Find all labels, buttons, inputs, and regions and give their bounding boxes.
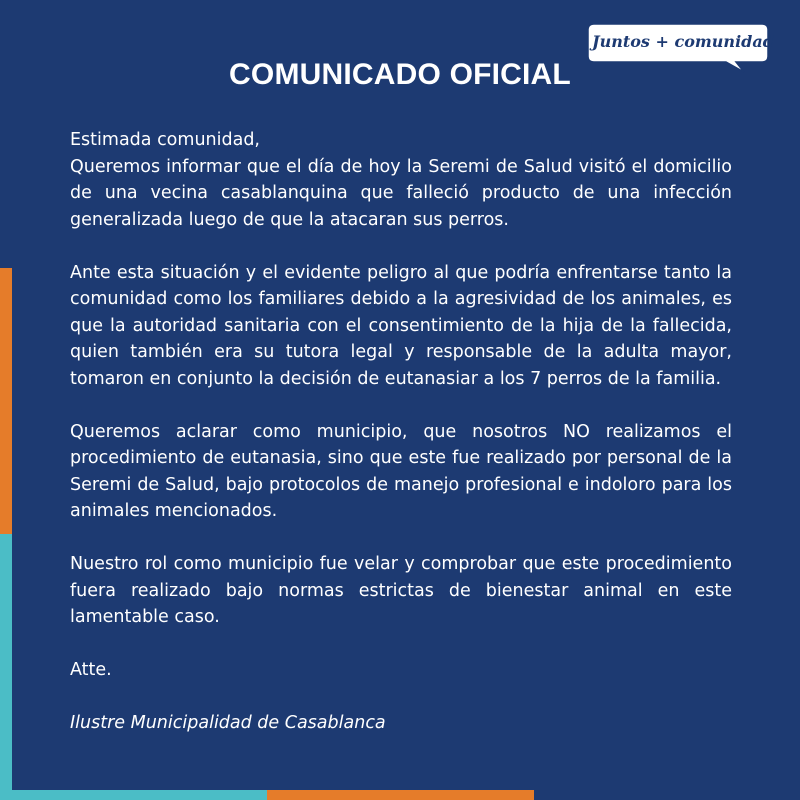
teal-accent-bar-bottom: [0, 790, 267, 800]
letter-paragraph-4: Nuestro rol como municipio fue velar y comprobar que este procedimiento fuera realizado bajo normas estrictas de bienestar animal en este lamentable caso.: [70, 554, 732, 627]
orange-accent-bar-left: [0, 268, 12, 534]
letter-paragraph-2: Ante esta situación y el evidente peligro al que podría enfrentarse tanto la comunidad como los familiares debido a la agresividad de los animales, es que la autoridad sanitaria con el consentimiento de la hija de la fallecida, quien también era su tutora legal y responsable de la adulta mayor, tomaron en conjunto la decisión de eutanasiar a los 7 perros de la familia.: [70, 262, 732, 389]
logo-text: Juntos + comunidad: [592, 32, 774, 51]
letter-paragraph-1: Queremos informar que el día de hoy la Seremi de Salud visitó el domicilio de una vecina casablanquina que falleció producto de una infección generalizada luego de que la atacaran sus perros.: [70, 156, 732, 230]
letter-body: [70, 127, 732, 763]
page-title: COMUNICADO OFICIAL: [229, 58, 571, 91]
orange-accent-bar-bottom: [267, 790, 534, 800]
letter-signature-org: Ilustre Municipalidad de Casablanca: [70, 713, 386, 733]
letter-paragraph-3: Queremos aclarar como municipio, que nosotros NO realizamos el procedimiento de eutanasia, sino que este fue realizado por personal de la Seremi de Salud, bajo protocolos de manejo profesional e indoloro para los animales mencionados.: [70, 421, 732, 521]
letter-greeting: Estimada comunidad,: [70, 130, 260, 150]
letter-sign-off: Atte.: [70, 660, 112, 680]
teal-accent-bar-left: [0, 534, 12, 800]
